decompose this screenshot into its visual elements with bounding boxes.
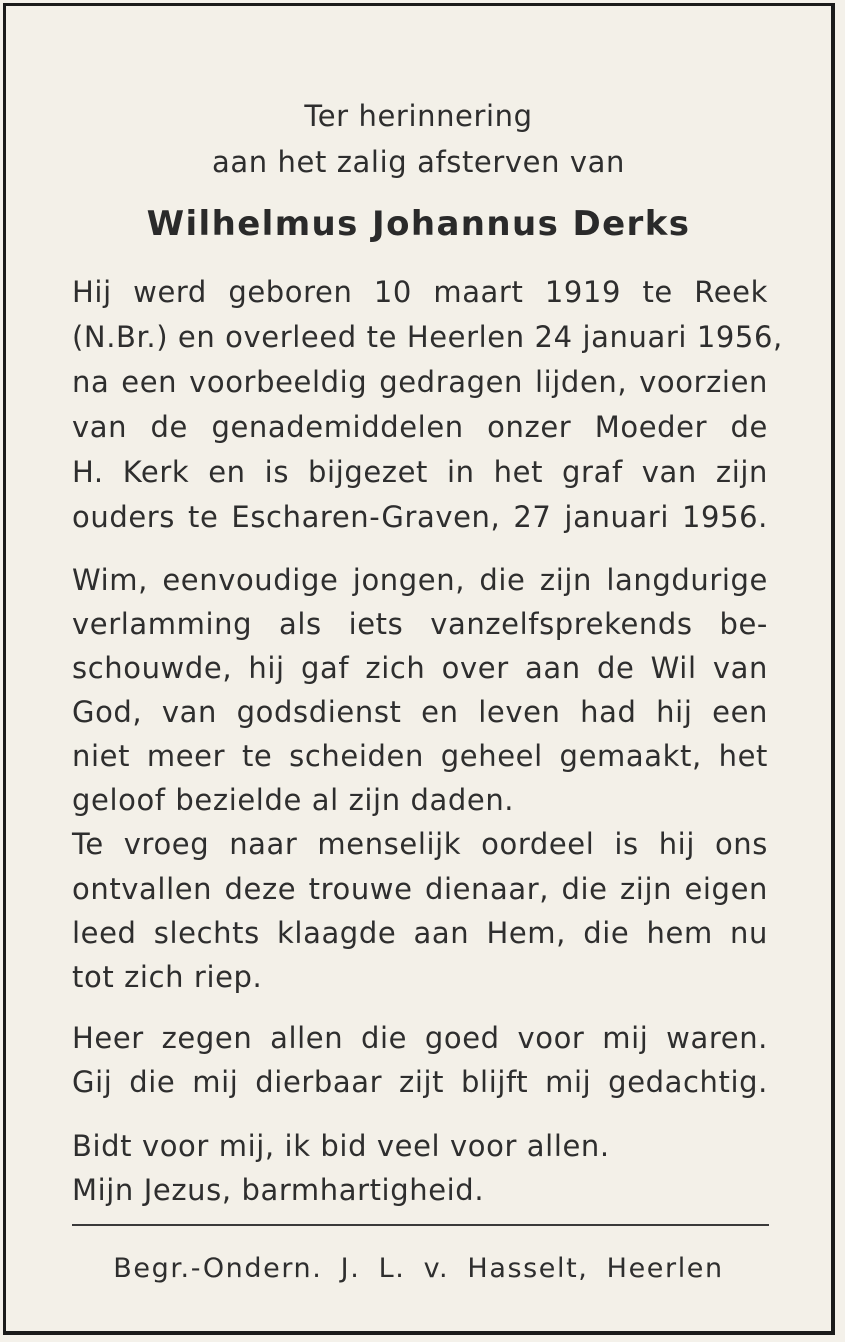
deceased-name: Wilhelmus Johannus Derks [146, 204, 691, 244]
paragraph1-line: na een voorbeeldig gedragen lijden, voorzien [72, 365, 768, 399]
paragraph1-line: H. Kerk en is bijgezet in het graf van zijn [72, 455, 768, 489]
paragraph1-line: Hij werd geboren 10 maart 1919 te Reek [72, 275, 768, 309]
footer-divider [72, 1224, 769, 1226]
funeral-director-footer: Begr.-Ondern. J. L. v. Hasselt, Heerlen [113, 1253, 724, 1284]
prayer2-line: Mijn Jezus, barmhartigheid. [72, 1173, 485, 1207]
prayer2-line: Bidt voor mij, ik bid veel voor allen. [72, 1129, 610, 1163]
paragraph2-line: schouwde, hij gaf zich over aan de Wil van [72, 651, 768, 685]
heading-line-2: aan het zalig afsterven van [211, 145, 626, 179]
paragraph3-line: Te vroeg naar menselijk oordeel is hij ons [72, 827, 768, 861]
prayer1-line: Heer zegen allen die goed voor mij waren. [72, 1021, 768, 1055]
paragraph1-line: (N.Br.) en overleed te Heerlen 24 januari 1956, [72, 320, 783, 354]
paragraph2-line: geloof bezielde al zijn daden. [72, 783, 515, 817]
paragraph1-line: ouders te Escharen-Graven, 27 januari 1956. [72, 500, 768, 534]
memorial-card [3, 3, 835, 1335]
paragraph3-line: leed slechts klaagde aan Hem, die hem nu [72, 916, 768, 950]
paragraph3-line: ontvallen deze trouwe dienaar, die zijn eigen [72, 872, 768, 906]
paragraph1-line: van de genademiddelen onzer Moeder de [72, 410, 768, 444]
heading-line-1: Ter herinnering [304, 99, 533, 133]
prayer1-line: Gij die mij dierbaar zijt blijft mij gedachtig. [72, 1065, 768, 1099]
paragraph2-line: verlamming als iets vanzelfsprekends be- [72, 607, 768, 641]
paragraph2-line: God, van godsdienst en leven had hij een [72, 695, 768, 729]
paragraph3-line: tot zich riep. [72, 960, 263, 994]
paragraph2-line: niet meer te scheiden geheel gemaakt, het [72, 739, 768, 773]
paragraph2-line: Wim, eenvoudige jongen, die zijn langdurige [72, 563, 768, 597]
